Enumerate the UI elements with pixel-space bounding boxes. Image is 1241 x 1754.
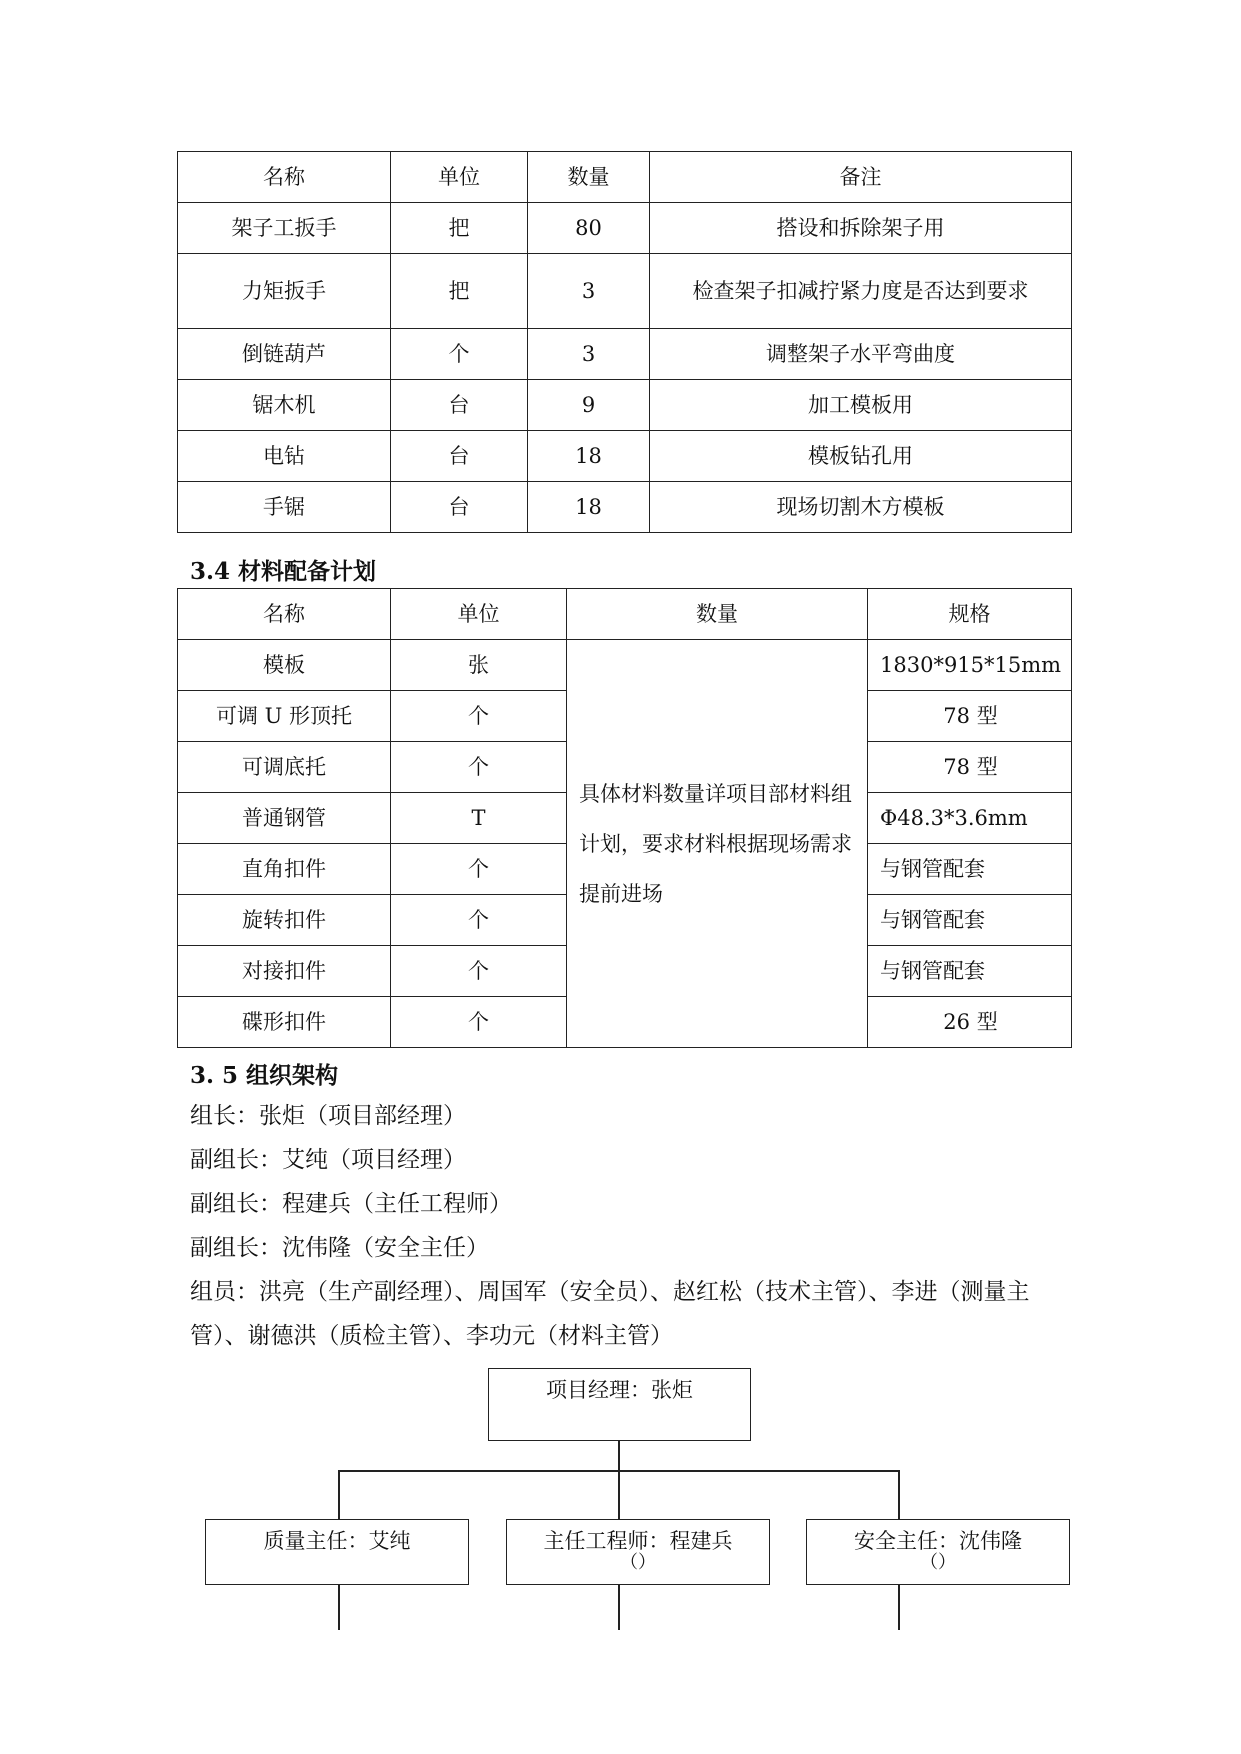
- material-spec: Φ48.3*3.6mm: [868, 793, 1072, 844]
- org-box-sub: （）: [620, 1552, 656, 1573]
- table-header-row: [178, 589, 1072, 640]
- connector-line: [338, 1585, 340, 1630]
- material-unit: 个: [391, 691, 567, 742]
- tool-unit: 台: [391, 482, 528, 533]
- tool-qty: 18: [528, 482, 650, 533]
- tool-name: 架子工扳手: [178, 203, 391, 254]
- tool-unit: 台: [391, 431, 528, 482]
- tool-unit: 把: [391, 203, 528, 254]
- table-row: [178, 203, 1072, 254]
- table-header-row: [178, 152, 1072, 203]
- tool-qty: 18: [528, 431, 650, 482]
- org-line-deputy-3: 副组长：沈伟隆（安全主任）: [190, 1235, 489, 1261]
- section-3-5-title: 3. 5 组织架构: [190, 1062, 339, 1089]
- org-line-deputy-2: 副组长：程建兵（主任工程师）: [190, 1191, 512, 1217]
- tools-table: [177, 151, 1072, 533]
- material-unit: 个: [391, 844, 567, 895]
- org-box-safety-director: [806, 1519, 1070, 1585]
- material-unit: 个: [391, 997, 567, 1048]
- tool-note: 加工模板用: [650, 380, 1072, 431]
- table-row: [178, 431, 1072, 482]
- org-box-project-manager: [488, 1368, 751, 1441]
- tool-note: 模板钻孔用: [650, 431, 1072, 482]
- material-name: 模板: [178, 640, 391, 691]
- material-name: 旋转扣件: [178, 895, 391, 946]
- material-spec: 1830*915*15mm: [868, 640, 1072, 691]
- material-name: 对接扣件: [178, 946, 391, 997]
- tool-qty: 3: [528, 254, 650, 329]
- material-name: 可调 U 形顶托: [178, 691, 391, 742]
- tool-name: 电钻: [178, 431, 391, 482]
- material-name: 可调底托: [178, 742, 391, 793]
- tool-note: 调整架子水平弯曲度: [650, 329, 1072, 380]
- org-box-label: 项目经理：张炬: [546, 1378, 693, 1402]
- org-box-label: 安全主任：沈伟隆: [854, 1529, 1022, 1553]
- tool-qty: 80: [528, 203, 650, 254]
- material-spec: 26 型: [868, 997, 1072, 1048]
- connector-line: [618, 1441, 620, 1471]
- table-row: [178, 482, 1072, 533]
- tool-note: 搭设和拆除架子用: [650, 203, 1072, 254]
- material-unit: 个: [391, 895, 567, 946]
- material-unit: 张: [391, 640, 567, 691]
- tool-note: 检查架子扣减拧紧力度是否达到要求: [650, 254, 1072, 329]
- material-unit: T: [391, 793, 567, 844]
- header-name: 名称: [178, 589, 391, 640]
- material-name: 直角扣件: [178, 844, 391, 895]
- tool-qty: 9: [528, 380, 650, 431]
- connector-line: [898, 1470, 900, 1519]
- connector-line: [338, 1470, 340, 1519]
- table-row: [178, 380, 1072, 431]
- material-name: 普通钢管: [178, 793, 391, 844]
- connector-line: [618, 1585, 620, 1630]
- tool-unit: 把: [391, 254, 528, 329]
- tool-name: 力矩扳手: [178, 254, 391, 329]
- tool-name: 锯木机: [178, 380, 391, 431]
- header-name: 名称: [178, 152, 391, 203]
- material-name: 碟形扣件: [178, 997, 391, 1048]
- material-unit: 个: [391, 742, 567, 793]
- material-spec: 78 型: [868, 691, 1072, 742]
- tool-unit: 台: [391, 380, 528, 431]
- org-box-label: 质量主任：艾纯: [263, 1529, 411, 1553]
- section-3-4-title: 3.4 材料配备计划: [190, 558, 377, 585]
- header-qty: 数量: [528, 152, 650, 203]
- connector-line: [898, 1585, 900, 1630]
- material-unit: 个: [391, 946, 567, 997]
- header-note: 备注: [650, 152, 1072, 203]
- org-line-leader: 组长：张炬（项目部经理）: [190, 1103, 466, 1129]
- header-qty: 数量: [567, 589, 868, 640]
- org-box-label: 主任工程师：程建兵: [543, 1529, 733, 1553]
- header-unit: 单位: [391, 589, 567, 640]
- tool-name: 倒链葫芦: [178, 329, 391, 380]
- material-qty-merged: 具体材料数量详项目部材料组计划，要求材料根据现场需求提前进场: [567, 640, 868, 1048]
- connector-line: [618, 1470, 620, 1519]
- tool-name: 手锯: [178, 482, 391, 533]
- table-row: [178, 254, 1072, 329]
- header-unit: 单位: [391, 152, 528, 203]
- org-line-deputy-1: 副组长：艾纯（项目经理）: [190, 1147, 466, 1173]
- org-box-quality-director: [205, 1519, 469, 1585]
- org-line-members: 组员：洪亮（生产副经理）、周国军（安全员）、赵红松（技术主管）、李进（测量主管）、谢德洪（质检主管）、李功元（材料主管）: [190, 1279, 1030, 1349]
- org-box-sub: （）: [920, 1552, 956, 1573]
- tool-note: 现场切割木方模板: [650, 482, 1072, 533]
- material-spec: 与钢管配套: [868, 844, 1072, 895]
- table-row: [178, 640, 1072, 691]
- table-row: [178, 329, 1072, 380]
- materials-table: [177, 588, 1072, 1048]
- tool-qty: 3: [528, 329, 650, 380]
- tool-unit: 个: [391, 329, 528, 380]
- material-spec: 78 型: [868, 742, 1072, 793]
- header-spec: 规格: [868, 589, 1072, 640]
- material-spec: 与钢管配套: [868, 946, 1072, 997]
- material-spec: 与钢管配套: [868, 895, 1072, 946]
- org-box-chief-engineer: [506, 1519, 770, 1585]
